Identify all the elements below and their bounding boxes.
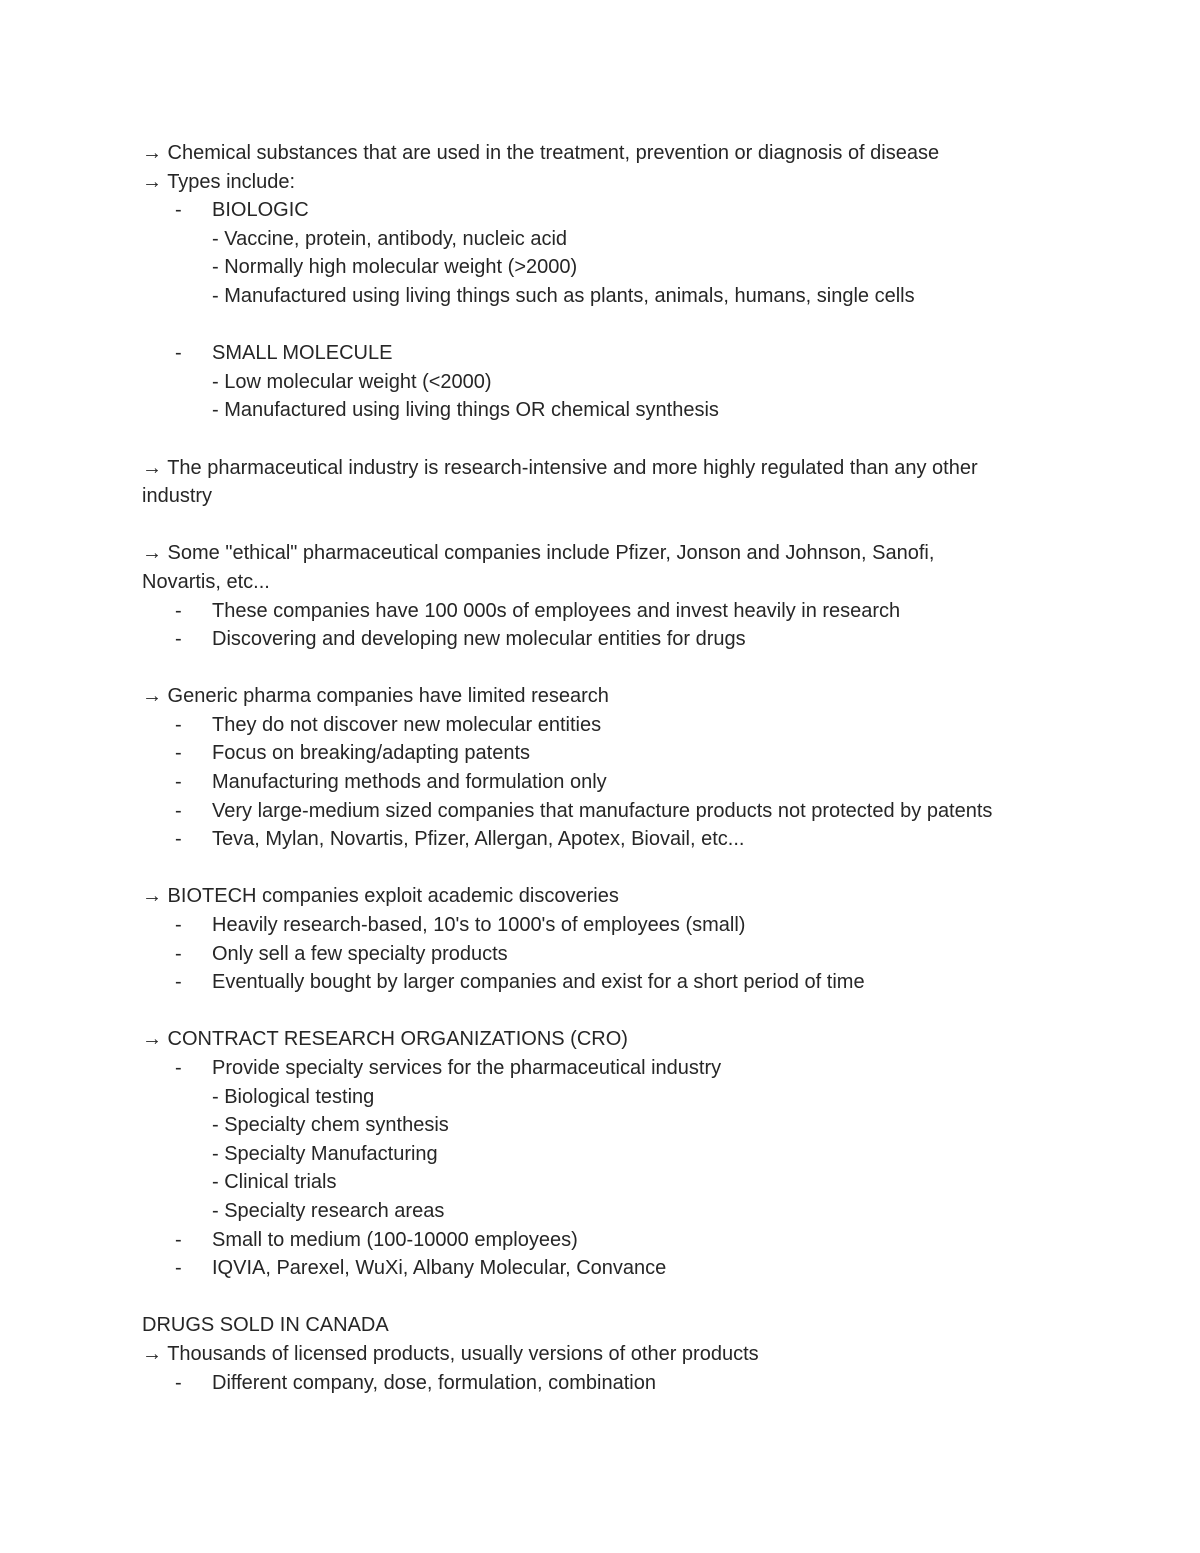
dash-bullet-marker: - — [175, 742, 182, 765]
dash-bullet-marker: - — [175, 799, 182, 822]
blank-line — [142, 654, 1072, 683]
dash-bullet-marker: - — [175, 771, 182, 794]
arrow-bullet-line — [142, 1025, 1072, 1054]
line-text: industry — [142, 485, 213, 508]
text-line — [142, 568, 1072, 597]
line-text: - Low molecular weight (<2000) — [212, 370, 492, 393]
line-text: Very large-medium sized companies that manufacture products not protected by patents — [212, 799, 993, 822]
line-text: These companies have 100 000s of employees and invest heavily in research — [212, 599, 901, 622]
dash-bullet-item — [142, 1054, 1072, 1083]
dash-bullet-item — [142, 768, 1072, 797]
dash-bullet-item — [142, 911, 1072, 940]
line-text: - Normally high molecular weight (>2000) — [212, 256, 578, 279]
line-text: → CONTRACT RESEARCH ORGANIZATIONS (CRO) — [142, 1028, 628, 1051]
dash-bullet-item — [142, 940, 1072, 969]
arrow-bullet-line — [142, 682, 1072, 711]
line-text: Eventually bought by larger companies and exist for a short period of time — [212, 971, 865, 994]
line-text: - Specialty Manufacturing — [212, 1142, 438, 1165]
line-text: - Manufactured using living things such as plants, animals, humans, single cells — [212, 284, 915, 307]
line-text: - Biological testing — [212, 1085, 375, 1108]
arrow-bullet-line — [142, 139, 1072, 168]
dash-bullet-item — [142, 739, 1072, 768]
sub-bullet-item — [142, 282, 1072, 311]
blank-line — [142, 511, 1072, 540]
dash-bullet-marker: - — [175, 828, 182, 851]
line-text: → Some "ethical" pharmaceutical companies include Pfizer, Jonson and Johnson, Sanofi, — [142, 542, 935, 565]
line-text: Only sell a few specialty products — [212, 942, 508, 965]
sub-bullet-item — [142, 1111, 1072, 1140]
line-text: → Generic pharma companies have limited research — [142, 685, 609, 708]
line-text: → Thousands of licensed products, usually versions of other products — [142, 1342, 759, 1365]
blank-line — [142, 425, 1072, 454]
sub-bullet-item — [142, 1197, 1072, 1226]
dash-bullet-item — [142, 1254, 1072, 1283]
blank-line — [142, 311, 1072, 340]
line-text: SMALL MOLECULE — [212, 342, 393, 365]
dash-bullet-marker: - — [175, 713, 182, 736]
line-text: Different company, dose, formulation, combination — [212, 1371, 656, 1394]
line-text: Heavily research-based, 10's to 1000's of employees (small) — [212, 914, 746, 937]
text-line — [142, 1311, 1072, 1340]
line-text: → BIOTECH companies exploit academic discoveries — [142, 885, 619, 908]
line-text: Focus on breaking/adapting patents — [212, 742, 530, 765]
line-text: BIOLOGIC — [212, 199, 309, 222]
dash-bullet-marker: - — [175, 342, 182, 365]
line-text: DRUGS SOLD IN CANADA — [142, 1314, 389, 1337]
line-text: - Specialty chem synthesis — [212, 1114, 449, 1137]
sub-bullet-item — [142, 1168, 1072, 1197]
dash-bullet-item — [142, 1226, 1072, 1255]
dash-bullet-marker: - — [175, 942, 182, 965]
line-text: - Manufactured using living things OR chemical synthesis — [212, 399, 719, 422]
text-line — [142, 482, 1072, 511]
line-text: → The pharmaceutical industry is research-intensive and more highly regulated than any other — [142, 456, 978, 479]
dash-bullet-marker: - — [175, 1257, 182, 1280]
dash-bullet-item — [142, 825, 1072, 854]
arrow-bullet-line — [142, 539, 1072, 568]
dash-bullet-marker: - — [175, 971, 182, 994]
dash-bullet-item — [142, 1369, 1072, 1398]
dash-bullet-marker: - — [175, 1057, 182, 1079]
dash-bullet-item — [142, 597, 1072, 626]
line-text: Discovering and developing new molecular entities for drugs — [212, 628, 746, 651]
dash-bullet-item — [142, 711, 1072, 740]
blank-line — [142, 997, 1072, 1026]
sub-bullet-item — [142, 1083, 1072, 1112]
dash-bullet-item — [142, 797, 1072, 826]
sub-bullet-item — [142, 396, 1072, 425]
line-text: They do not discover new molecular entities — [212, 713, 602, 736]
line-text: Manufacturing methods and formulation only — [212, 771, 607, 794]
line-text: Provide specialty services for the pharmaceutical industry — [212, 1057, 722, 1079]
line-text: IQVIA, Parexel, WuXi, Albany Molecular, Convance — [212, 1257, 667, 1280]
line-text: → Types include: — [142, 170, 296, 193]
dash-bullet-marker: - — [175, 628, 182, 651]
blank-line — [142, 854, 1072, 883]
line-text: → Chemical substances that are used in the treatment, prevention or diagnosis of disease — [142, 142, 940, 164]
line-text: Teva, Mylan, Novartis, Pfizer, Allergan, Apotex, Biovail, etc... — [212, 828, 745, 851]
dash-bullet-marker: - — [175, 599, 182, 622]
dash-bullet-item — [142, 968, 1072, 997]
dash-bullet-item — [142, 339, 1072, 368]
document-body — [142, 139, 1072, 1397]
dash-bullet-item — [142, 196, 1072, 225]
line-text: Novartis, etc... — [142, 570, 270, 593]
arrow-bullet-line — [142, 454, 1072, 483]
sub-bullet-item — [142, 1140, 1072, 1169]
arrow-bullet-line — [142, 882, 1072, 911]
blank-line — [142, 1283, 1072, 1312]
line-text: - Specialty research areas — [212, 1199, 445, 1222]
arrow-bullet-line — [142, 1340, 1072, 1369]
arrow-bullet-line — [142, 168, 1072, 197]
line-text: - Vaccine, protein, antibody, nucleic acid — [212, 227, 568, 250]
line-text: - Clinical trials — [212, 1171, 337, 1194]
dash-bullet-item — [142, 625, 1072, 654]
dash-bullet-marker: - — [175, 1228, 182, 1251]
sub-bullet-item — [142, 253, 1072, 282]
dash-bullet-marker: - — [175, 1371, 182, 1394]
sub-bullet-item — [142, 225, 1072, 254]
sub-bullet-item — [142, 368, 1072, 397]
line-text: Small to medium (100-10000 employees) — [212, 1228, 578, 1251]
dash-bullet-marker: - — [175, 914, 182, 937]
dash-bullet-marker: - — [175, 199, 182, 222]
